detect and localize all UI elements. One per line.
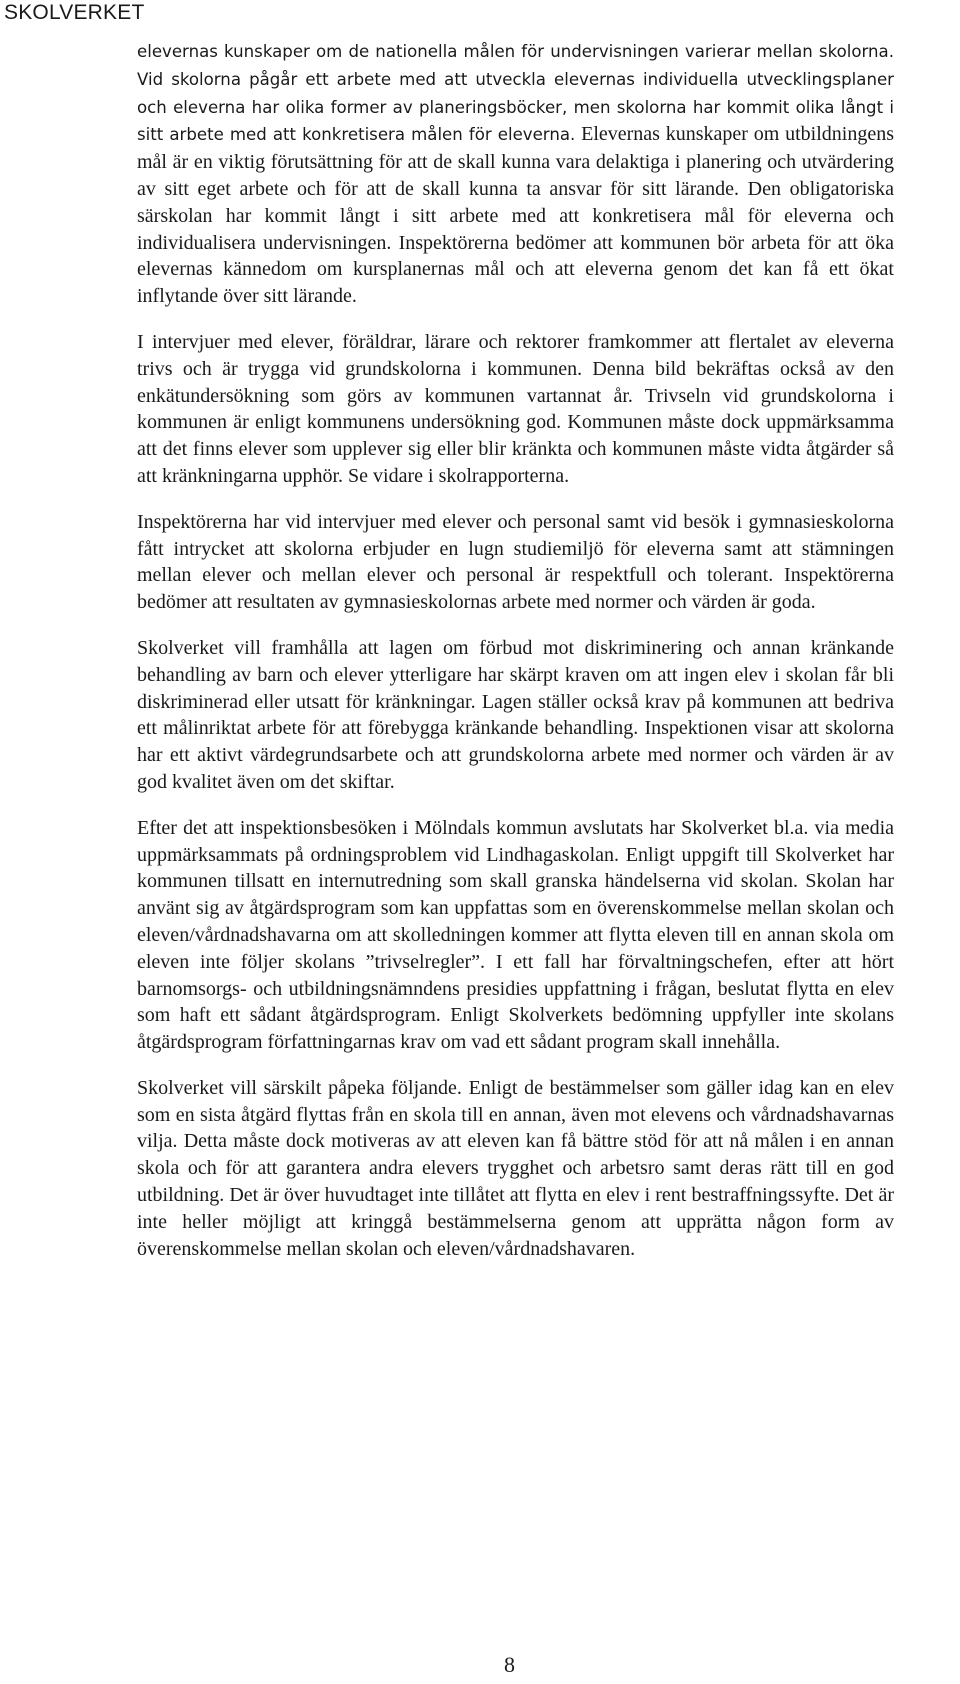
- paragraph-learning-goals-lead: elevernas kunskaper om de nationella målen för undervisningen varierar mellan skolorna. Vid skolorna pågår ett arbete med att utveckla elevernas individuella utvecklingsplaner och eleverna har olika former av planeringsböcker, men skolorna har kommit olika långt i sitt arbete med att konkretisera målen för eleverna.: [137, 42, 894, 145]
- organization-header: SKOLVERKET: [0, 0, 151, 27]
- paragraph-learning-goals: [137, 38, 894, 310]
- paragraph-regulations: Skolverket vill särskilt påpeka följande. Enligt de bestämmelser som gäller idag kan en elev som en sista åtgärd flyttas från en skola till en annan, även mot elevens och vårdnadshavarnas vilja. Detta måste dock motiveras av att eleven kan få bättre stöd för att nå målen i en annan skola och för att garantera andra elevers trygghet och arbetsro samt deras rätt till en god utbildning. Det är över huvudtaget inte tillåtet att flytta en elev i rent bestraffningssyfte. Det är inte heller möjligt att kringgå bestämmelserna genom att upprätta någon form av överenskommelse mellan skolan och eleven/vårdnadshavaren.: [137, 1076, 894, 1260]
- paragraph-wellbeing: I intervjuer med elever, föräldrar, lärare och rektorer framkommer att flertalet av eleverna trivs och är trygga vid grundskolorna i kommunen. Denna bild bekräftas också av den enkätundersökning som görs av kommunen vartannat år. Trivseln vid grundskolorna i kommunen är enligt kommunens undersökning god. Kommunen måste dock uppmärksamma att det finns elever som upplever sig eller blir kränkta och kommunen måste vidta åtgärder så att kränkningarna upphör. Se vidare i skolrapporterna.: [137, 330, 894, 487]
- paragraph-discrimination-law: Skolverket vill framhålla att lagen om förbud mot diskriminering och annan kränkande behandling av barn och elever ytterligare har skärpt kraven om att ingen elev i skolan får bli diskriminerad eller utsatt för kränkningar. Lagen ställer också krav på kommunen att bedriva ett målinriktat arbete för att förebygga kränkande behandling. Inspektionen visar att skolorna har ett aktivt värdegrundsarbete och att grundskolorna arbete med normer och värden är av god kvalitet även om det skiftar.: [137, 636, 894, 793]
- paragraph-lindhagaskolan: Efter det att inspektionsbesöken i Mölndals kommun avslutats har Skolverket bl.a. via media uppmärksammats på ordningsproblem vid Lindhagaskolan. Enligt uppgift till Skolverket har kommunen tillsatt en internutredning som skall granska händelserna vid skolan. Skolan har använt sig av åtgärdsprogram som kan uppfattas som en överenskommelse mellan skolan och eleven/vårdnadshavarna om att skolledningen kommer att flytta eleven till en annan skola om eleven inte följer skolans ”trivselregler”. I ett fall har förvaltningschefen, efter att hört barnomsorgs- och utbildningsnämndens presidies uppfattning i frågan, beslutat flytta en elev som haft ett sådant åtgärdsprogram. Enligt Skolverkets bedömning uppfyller inte skolans åtgärdsprogram författningarnas krav om vad ett sådant program skall innehålla.: [137, 816, 894, 1054]
- page-number: 8: [504, 1652, 515, 1677]
- paragraph-upper-secondary: Inspektörerna har vid intervjuer med elever och personal samt vid besök i gymnasieskolorna fått intrycket att skolorna erbjuder en lugn studiemiljö för eleverna samt att stämningen mellan elever och mellan elever och personal är respektfull och tolerant. Inspektörerna bedömer att resultaten av gymnasieskolornas arbete med normer och värden är goda.: [137, 510, 894, 614]
- paragraph-learning-goals-rest: Elevernas kunskaper om utbildningens mål är en viktig förutsättning för att de skall kunna vara delaktiga i planering och utvärdering av sitt eget arbete och för att de skall kunna ta ansvar för sitt lärande. Den obligatoriska särskolan har kommit långt i sitt arbete med att konkretisera mål för eleverna och individualisera undervisningen. Inspektörerna bedömer att kommunen bör arbeta för att öka elevernas kännedom om kursplanernas mål och att eleverna genom det kan få ett ökat inflytande över sitt lärande.: [137, 123, 894, 308]
- document-body: [137, 38, 894, 1281]
